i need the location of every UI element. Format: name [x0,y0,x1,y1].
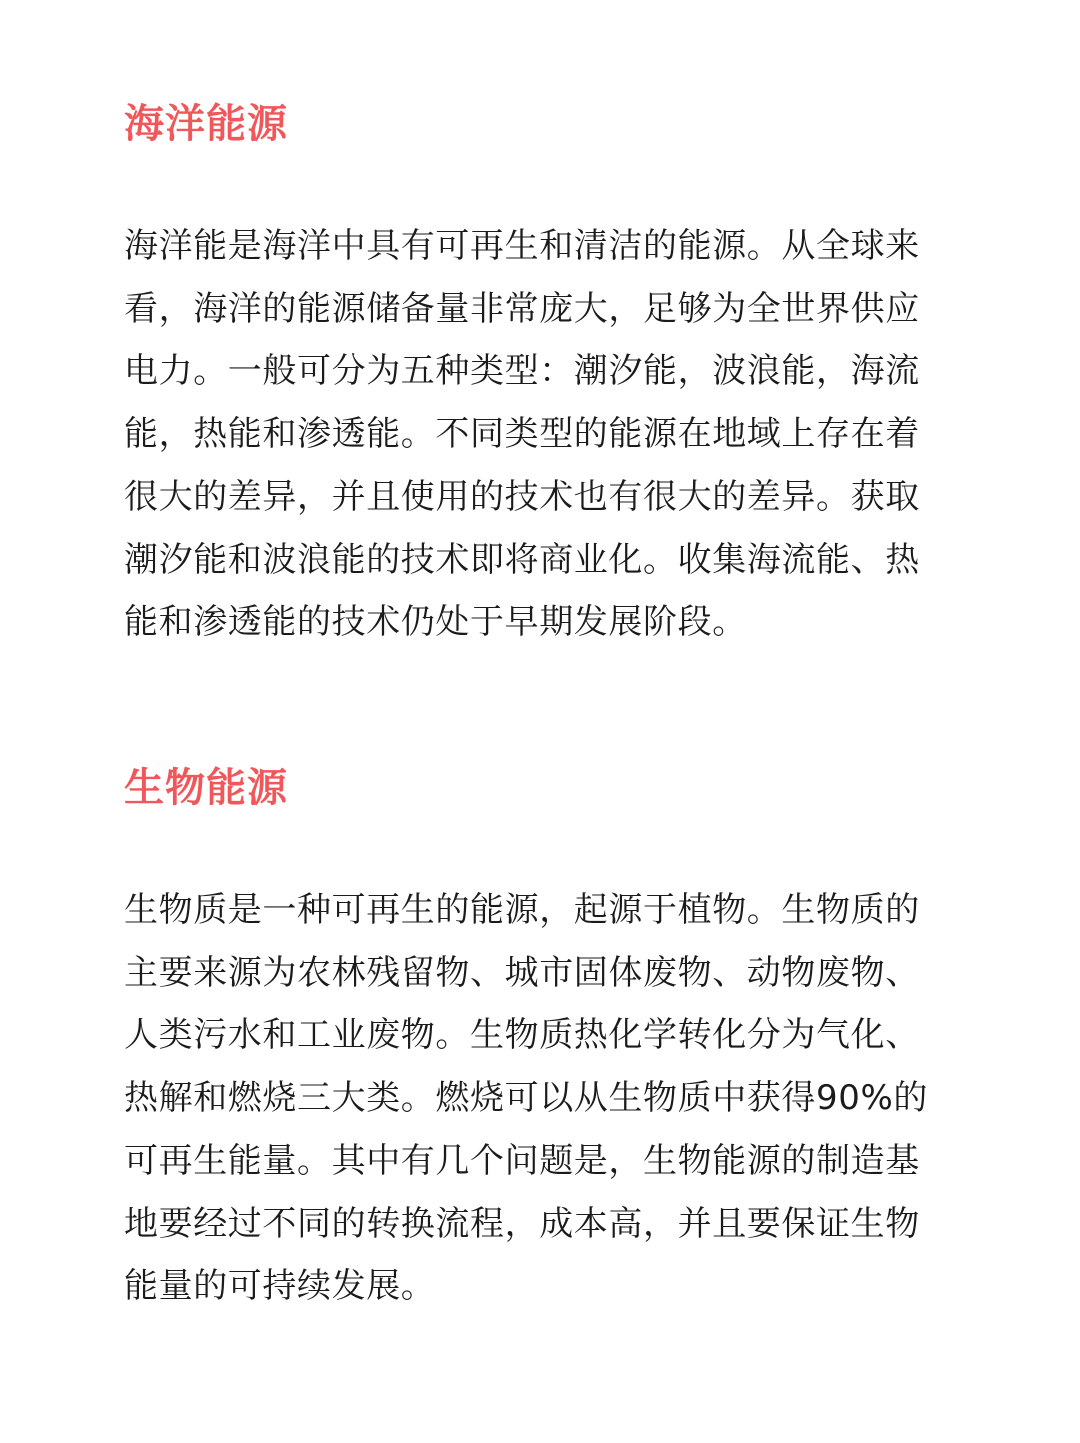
section-bio-energy [124,760,944,1318]
section-ocean-energy [124,96,944,654]
section-title-ocean-energy: 海洋能源 [124,101,288,147]
section-body-bio-energy: 生物质是一种可再生的能源，起源于植物。生物质的主要来源为农林残留物、城市固体废物、动物废物、人类污水和工业废物。生物质热化学转化分为气化、热解和燃烧三大类。燃烧可以从生物质中获得90%的可再生能量。其中有几个问题是，生物能源的制造基地要经过不同的转换流程，成本高，并且要保证生物能量的可持续发展。 [124,890,928,1307]
section-body-ocean-energy: 海洋能是海洋中具有可再生和清洁的能源。从全球来看，海洋的能源储备量非常庞大，足够为全世界供应电力。一般可分为五种类型：潮汐能，波浪能，海流能，热能和渗透能。不同类型的能源在地域上存在着很大的差异，并且使用的技术也有很大的差异。获取潮汐能和波浪能的技术即将商业化。收集海流能、热能和渗透能的技术仍处于早期发展阶段。 [124,226,920,643]
section-title-bio-energy: 生物能源 [124,765,288,811]
